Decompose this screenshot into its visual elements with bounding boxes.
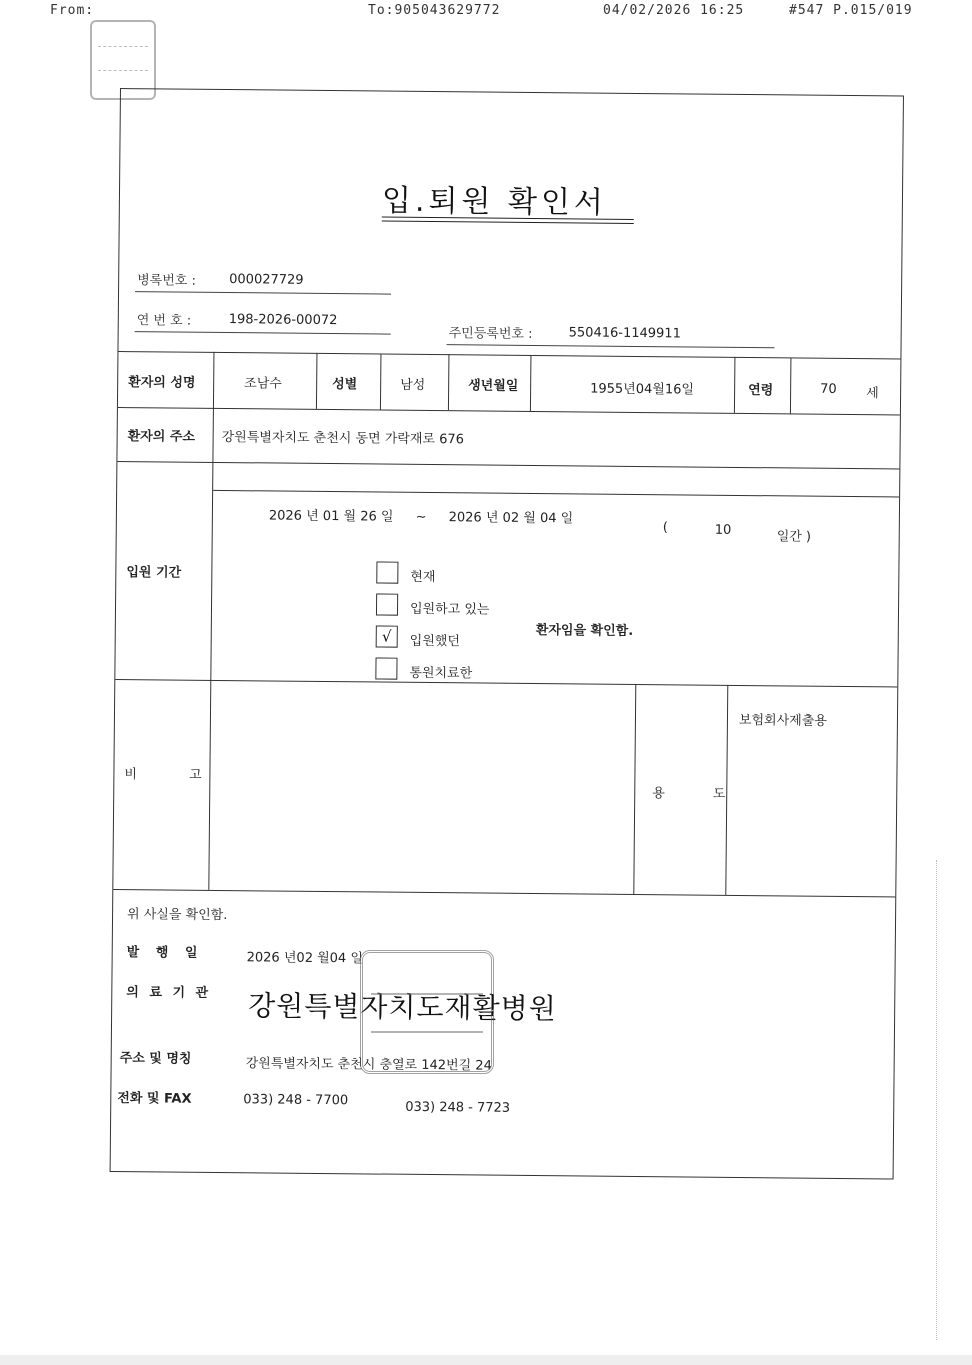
- unit-month: 월: [317, 950, 330, 967]
- table-rule: [213, 490, 899, 498]
- unit-day: 일: [380, 509, 394, 525]
- issue-day: 04: [329, 951, 347, 967]
- institution-name: 강원특별자치도재활병원: [248, 989, 557, 1026]
- birth-label: 생년월일: [468, 378, 519, 394]
- record-no-value: 000027729: [229, 272, 304, 288]
- admission-period: [269, 504, 574, 526]
- table-rule: [113, 889, 895, 898]
- issue-month: 02: [296, 950, 314, 966]
- table-rule: [118, 407, 900, 416]
- table-divider: [530, 355, 532, 411]
- end-year: 2026: [448, 510, 482, 526]
- checkbox-outpatient[interactable]: [375, 657, 397, 679]
- document-title: 입.퇴원 확인서: [381, 183, 608, 221]
- record-no-label: 병록번호 :: [137, 273, 196, 289]
- option-label-current: 현재: [410, 569, 436, 586]
- unit-month: 월: [523, 510, 536, 527]
- table-divider: [380, 354, 382, 410]
- institution-address: 강원특별자치도 춘천시 충열로 142번길 24: [245, 1056, 492, 1074]
- institution-address-label: 주소 및 명칭: [119, 1051, 192, 1067]
- admission-days: 10: [714, 522, 732, 538]
- table-rule: [117, 461, 899, 470]
- table-divider: [448, 354, 450, 410]
- checkbox-currently-admitted[interactable]: [376, 593, 398, 615]
- issue-date-label: 발 행 일: [126, 945, 204, 961]
- option-label-outpatient: 통원치료한: [409, 665, 473, 682]
- confirm-statement: 위 사실을 확인함.: [126, 907, 228, 924]
- birth-value: 1955년04월16일: [590, 381, 695, 398]
- unit-year: 년: [485, 510, 499, 526]
- start-day: 26: [360, 509, 377, 525]
- patient-name-label: 환자의 성명: [128, 375, 196, 391]
- institution-label: 의 료 기 관: [126, 985, 212, 1001]
- scan-bottom-edge: [0, 1355, 972, 1365]
- table-divider: [790, 357, 792, 413]
- phone-number: 033) 248 - 7700: [243, 1092, 349, 1109]
- option-label-was-admitted: 입원했던: [409, 633, 461, 650]
- issue-date: [247, 946, 363, 966]
- start-year: 2026: [268, 508, 303, 524]
- end-day: 04: [539, 511, 557, 527]
- contact-label: 전화 및 FAX: [117, 1091, 192, 1107]
- address-label: 환자의 주소: [127, 429, 196, 445]
- serial-no-label: 연 번 호 :: [136, 313, 192, 329]
- confirm-patient-text: 환자임을 확인함.: [535, 623, 634, 639]
- unit-day: 일: [350, 951, 364, 967]
- fax-number: 033) 248 - 7723: [405, 1099, 511, 1116]
- confirmation-form: [110, 88, 904, 1179]
- end-month: 02: [502, 510, 520, 526]
- serial-no-underline: [135, 331, 391, 334]
- address-value: 강원특별자치도 춘천시 동면 가락재로 676: [221, 429, 464, 448]
- serial-no-value: 198-2026-00072: [228, 312, 338, 329]
- purpose-label: 용 도: [652, 786, 748, 803]
- table-divider: [208, 352, 214, 890]
- hospital-seal-icon: [360, 950, 494, 1074]
- period-tilde: ~: [415, 509, 427, 525]
- unit-year: 년: [283, 950, 297, 966]
- record-no-underline: [135, 291, 391, 294]
- remarks-label: 비 고: [124, 767, 226, 784]
- resident-no-label: 주민등록번호 :: [448, 326, 533, 342]
- start-month: 01: [322, 508, 340, 525]
- scan-artifact: [936, 860, 937, 1340]
- table-divider: [316, 353, 318, 409]
- sex-value: 남성: [400, 377, 426, 393]
- age-label: 연령: [748, 383, 774, 399]
- age-value: 70: [820, 381, 837, 397]
- table-divider: [633, 684, 636, 894]
- patient-name: 조남수: [244, 376, 282, 392]
- admission-days-unit: 일간 ): [776, 529, 812, 545]
- fax-datetime: 04/02/2026 16:25: [603, 3, 745, 18]
- fax-to: To:905043629772: [368, 3, 501, 18]
- table-rule: [118, 351, 900, 360]
- purpose-value: 보험회사제출용: [738, 712, 827, 729]
- age-unit: 세: [866, 386, 879, 402]
- table-divider: [734, 357, 736, 413]
- unit-day: 일: [560, 511, 574, 527]
- fax-page: #547 P.015/019: [789, 3, 913, 18]
- unit-year: 년: [306, 508, 319, 524]
- sex-label: 성별: [332, 377, 358, 393]
- option-label-currently-admitted: 입원하고 있는: [409, 601, 490, 618]
- table-rule: [115, 679, 897, 688]
- unit-month: 월: [343, 509, 357, 525]
- checkbox-was-admitted[interactable]: √: [376, 625, 398, 647]
- issue-year: 2026: [246, 950, 280, 966]
- resident-no-value: 550416-1149911: [568, 325, 681, 342]
- checkbox-current[interactable]: [376, 561, 398, 583]
- fax-from: From:: [50, 3, 95, 18]
- resident-no-underline: [447, 344, 775, 348]
- admission-label: 입원 기간: [126, 565, 182, 581]
- paren-open: (: [662, 520, 668, 536]
